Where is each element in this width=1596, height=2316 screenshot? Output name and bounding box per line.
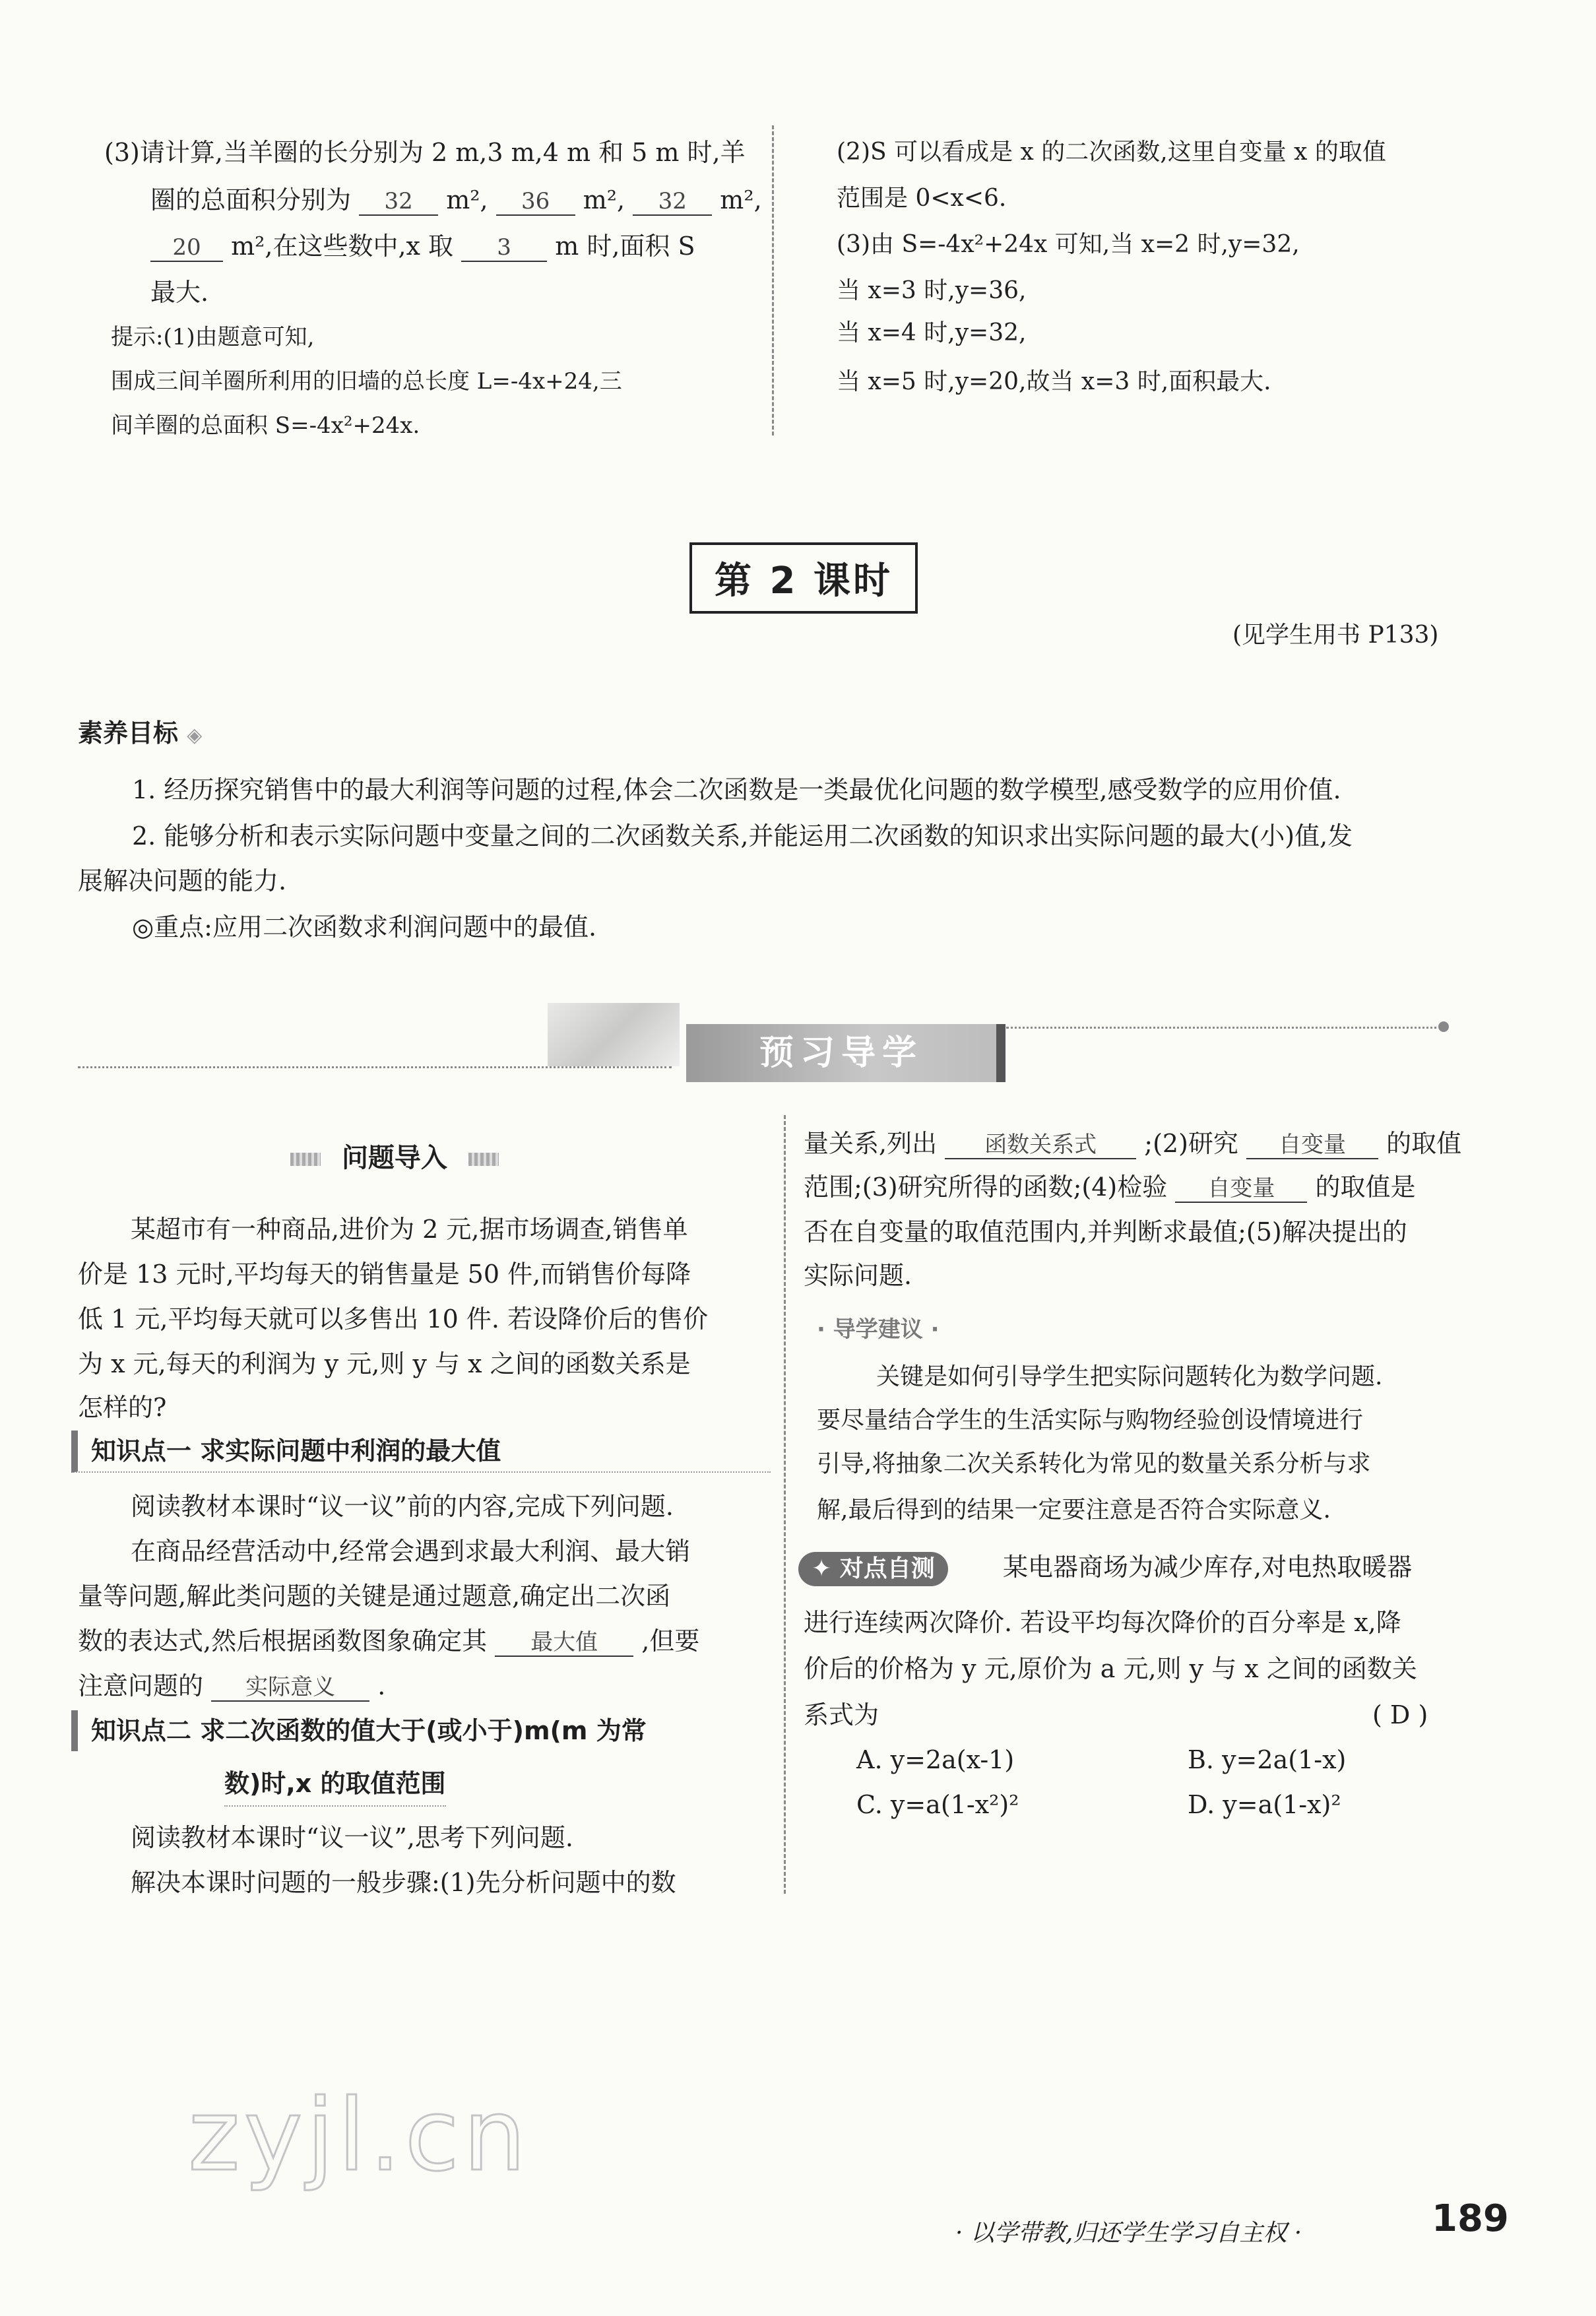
section-banner: 预习导学	[686, 1024, 1005, 1082]
selftest-badge	[798, 1552, 948, 1586]
right-blank-3: 自变量	[1175, 1175, 1307, 1203]
answer-blank-3: 32	[633, 188, 712, 216]
knowledge-point-1-title: 知识点一 求实际问题中利润的最大值	[71, 1431, 771, 1473]
goal-item-2a: 2. 能够分析和表示实际问题中变量之间的二次函数关系,并能运用二次函数的知识求出实际问题的最大(小)值,发	[132, 821, 1353, 851]
answer-blank-5: 3	[461, 234, 547, 262]
intro-line-1: 某超市有一种商品,进价为 2 元,据市场调查,销售单	[131, 1215, 688, 1244]
goal-key-point: ◎重点:应用二次函数求利润问题中的最值.	[132, 913, 597, 942]
option-a: A. y=2a(x-1)	[856, 1745, 1015, 1774]
kp1-line-4a: 数的表达式,然后根据函数图象确定其	[78, 1626, 488, 1656]
top-right-line-2: 范围是 0<x<6.	[837, 185, 1007, 212]
top-right-line-6: 当 x=5 时,y=20,故当 x=3 时,面积最大.	[837, 368, 1271, 395]
kp1-line-5a: 注意问题的	[78, 1671, 204, 1700]
banner-rule-dot	[1438, 1021, 1449, 1032]
top-left-q3-line-4: 最大.	[150, 278, 209, 307]
lesson-title: 第 2 课时	[689, 542, 918, 614]
option-c: C. y=a(1-x²)²	[856, 1790, 1019, 1819]
banner-rule-left	[78, 1066, 672, 1068]
q3-seg2: m²,	[446, 185, 488, 214]
knowledge-point-2-title-2: 数)时,x 的取值范围	[224, 1762, 446, 1807]
top-left-line-1: (3)请计算,当羊圈的长分别为 2 m,3 m,4 m 和 5 m 时,羊	[104, 138, 746, 167]
intro-line-5: 怎样的?	[78, 1393, 167, 1422]
kp1-line-1: 阅读教材本课时“议一议”前的内容,完成下列问题.	[131, 1492, 674, 1521]
suggest-line-2: 要尽量结合学生的生活实际与购物经验创设情境进行	[817, 1407, 1364, 1434]
kp1-line-5	[78, 1664, 385, 1708]
top-left-divider	[772, 125, 774, 435]
intro-heading	[290, 1136, 499, 1180]
suggest-line-1: 关键是如何引导学生把实际问题转化为数学问题.	[876, 1363, 1383, 1390]
answer-blank-2: 36	[496, 188, 575, 216]
kp2-line-1: 阅读教材本课时“议一议”,思考下列问题.	[131, 1823, 574, 1852]
diamond-arrow-icon: ◈	[187, 724, 203, 747]
star-icon: ✦	[812, 1555, 832, 1582]
top-right-line-1: (2)S 可以看成是 x 的二次函数,这里自变量 x 的取值	[837, 139, 1386, 166]
top-right-line-4: 当 x=3 时,y=36,	[837, 277, 1027, 304]
right-line-1	[804, 1122, 1461, 1165]
top-right-line-3: (3)由 S=-4x²+24x 可知,当 x=2 时,y=32,	[837, 231, 1300, 258]
right-line-3: 否在自变量的取值范围内,并判断求最值;(5)解决提出的	[804, 1217, 1407, 1246]
right-line-4: 实际问题.	[804, 1261, 912, 1290]
answer-blank-4: 20	[150, 234, 223, 262]
option-b: B. y=2a(1-x)	[1188, 1745, 1347, 1774]
question-line-2: 进行连续两次降价. 若设平均每次降价的百分率是 x,降	[804, 1608, 1401, 1637]
hint-line-1: 提示:(1)由题意可知,	[111, 324, 315, 350]
kp2-line-2: 解决本课时问题的一般步骤:(1)先分析问题中的数	[131, 1868, 676, 1897]
q3-seg5: m²,在这些数中,x 取	[231, 232, 454, 261]
suggest-title: · 导学建议 ·	[817, 1316, 940, 1343]
question-line-3: 价后的价格为 y 元,原价为 a 元,则 y 与 x 之间的函数关	[804, 1654, 1417, 1683]
goal-item-1: 1. 经历探究销售中的最大利润等问题的过程,体会二次函数是一类最优化问题的数学模型,感受数学的应用价值.	[132, 775, 1341, 804]
hint-line-2: 围成三间羊圈所利用的旧墙的总长度 L=-4x+24,三	[111, 368, 622, 395]
selftest-label: 对点自测	[839, 1555, 935, 1582]
right-line-1c: 的取值	[1386, 1129, 1462, 1158]
right-line-2a: 范围;(3)研究所得的函数;(4)检验	[804, 1173, 1168, 1202]
q3-seg3: m²,	[583, 185, 625, 214]
right-line-1b: ;(2)研究	[1144, 1129, 1238, 1158]
goal-item-2b: 展解决问题的能力.	[78, 866, 287, 895]
question-line-1: 某电器商场为减少库存,对电热取暖器	[1003, 1553, 1413, 1582]
intro-line-3: 低 1 元,平均每天就可以多售出 10 件. 若设降价后的售价	[78, 1304, 709, 1334]
q3-seg4: m²,	[720, 185, 762, 214]
q3-seg6: m 时,面积 S	[555, 232, 695, 261]
top-left-q3-line-2	[150, 178, 762, 222]
right-line-1a: 量关系,列出	[804, 1129, 938, 1158]
question-line-4: 系式为	[804, 1700, 879, 1729]
banner-deco	[548, 1003, 680, 1066]
q3-seg1: 圈的总面积分别为	[150, 185, 352, 214]
suggest-line-3: 引导,将抽象二次关系转化为常见的数量关系分析与求	[817, 1450, 1371, 1477]
intro-heading-text: 问题导入	[341, 1143, 447, 1173]
hint-line-3: 间羊圈的总面积 S=-4x²+24x.	[111, 412, 420, 439]
top-left-q3-line-3	[150, 224, 695, 268]
goals-heading	[78, 711, 202, 757]
goals-heading-text: 素养目标	[78, 719, 179, 748]
stripe-deco-left	[290, 1153, 321, 1166]
knowledge-point-2-title-1: 知识点二 求二次函数的值大于(或小于)m(m 为常	[71, 1710, 771, 1751]
kp1-blank-2: 实际意义	[211, 1674, 369, 1702]
banner-rule-right	[1006, 1027, 1442, 1029]
watermark: zyjl.cn	[188, 2078, 530, 2193]
kp1-line-2: 在商品经营活动中,经常会遇到求最大利润、最大销	[131, 1537, 691, 1566]
footer-motto: · 以学带教,归还学生学习自主权 ·	[955, 2220, 1302, 2247]
page-number: 189	[1432, 2197, 1509, 2240]
kp1-line-4b: ,但要	[641, 1626, 700, 1656]
kp1-line-4	[78, 1619, 699, 1663]
right-line-2	[804, 1165, 1415, 1209]
right-blank-1: 函数关系式	[945, 1132, 1136, 1159]
intro-line-2: 价是 13 元时,平均每天的销售量是 50 件,而销售价每降	[78, 1260, 691, 1289]
kp1-blank-1: 最大值	[495, 1629, 633, 1657]
lower-divider	[784, 1115, 786, 1894]
suggest-line-4: 解,最后得到的结果一定要注意是否符合实际意义.	[817, 1496, 1331, 1524]
kp1-line-3: 量等问题,解此类问题的关键是通过题意,确定出二次函	[78, 1582, 671, 1611]
answer-blank-1: 32	[359, 188, 438, 216]
kp1-line-5b: .	[377, 1671, 386, 1700]
answer-choice: ( D )	[1372, 1700, 1428, 1729]
lesson-ref: (见学生用书 P133)	[1232, 622, 1439, 649]
right-blank-2: 自变量	[1246, 1132, 1378, 1159]
option-d: D. y=a(1-x)²	[1188, 1790, 1341, 1819]
right-line-2b: 的取值是	[1315, 1173, 1416, 1202]
stripe-deco-right	[468, 1153, 499, 1166]
intro-line-4: 为 x 元,每天的利润为 y 元,则 y 与 x 之间的函数关系是	[78, 1349, 691, 1378]
top-right-line-5: 当 x=4 时,y=32,	[837, 319, 1027, 346]
